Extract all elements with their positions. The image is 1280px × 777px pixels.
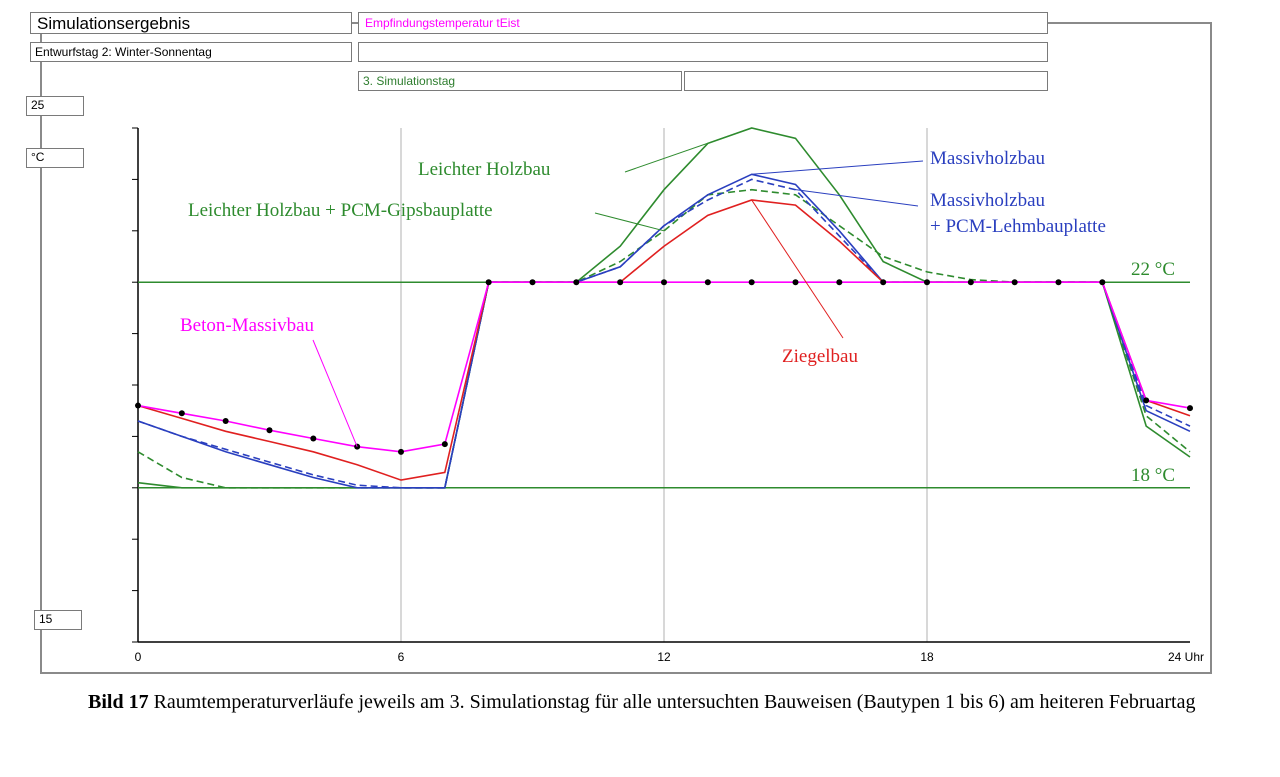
series-marker-5-20 [1012,279,1018,285]
figure-caption [88,688,1238,716]
series-annotation-5: Beton-Massivbau [180,315,315,336]
series-marker-5-14 [749,279,755,285]
reference-label-22: 22 °C [1130,259,1175,281]
series-marker-5-24 [1187,405,1193,411]
series-marker-5-2 [223,418,229,424]
series-marker-5-17 [880,279,886,285]
x-tick-label-0: 0 [134,650,142,664]
annotation-leader-0 [625,128,752,172]
annotation-leader-2 [752,161,923,174]
series-marker-5-19 [968,279,974,285]
series-annotation-2: Massivholzbau [930,148,1046,169]
caption-text: Raumtemperaturverläufe jeweils am 3. Simulationstag für alle untersuchten Bauweisen (Bautypen 1 bis 6) am heiteren Februartag [148,691,1196,713]
x-tick-label-6: 6 [397,650,405,664]
x-tick-label-18: 18 [920,650,934,664]
variable-box: Empfindungstemperatur tEist [358,12,1048,34]
reference-label-18: 18 °C [1130,464,1175,486]
series-marker-5-7 [442,441,448,447]
x-tick-label-12: 12 [657,650,671,664]
series-marker-5-8 [486,279,492,285]
series-marker-5-21 [1056,279,1062,285]
series-annotation-0: Leichter Holzbau [418,159,551,180]
series-marker-5-4 [310,435,316,441]
series-marker-5-18 [924,279,930,285]
annotation-leader-5 [313,340,357,447]
series-marker-5-22 [1099,279,1105,285]
series-marker-5-11 [617,279,623,285]
series-marker-5-0 [135,403,141,409]
series-annotation-4: Ziegelbau [782,346,858,367]
x-tick-label-24: 24 Uhr [1167,650,1205,664]
series-marker-5-9 [530,279,536,285]
series-marker-5-23 [1143,397,1149,403]
simulation-day-box: 3. Simulationstag [358,71,682,91]
series-marker-5-10 [573,279,579,285]
series-annotation-3: Massivholzbau + PCM-Lehmbauplatte [930,190,1106,237]
y-axis-unit-label: °C [26,148,84,168]
series-marker-5-16 [836,279,842,285]
annotation-leader-1 [595,213,664,231]
series-annotation-1: Leichter Holzbau + PCM-Gipsbauplatte [188,200,493,221]
series-marker-5-12 [661,279,667,285]
design-day-box: Entwurfstag 2: Winter-Sonnentag [30,42,352,62]
y-axis-min-label: 15 [34,610,82,630]
series-marker-5-13 [705,279,711,285]
y-axis-max-label: 25 [26,96,84,116]
series-marker-5-1 [179,410,185,416]
series-marker-5-6 [398,449,404,455]
series-marker-5-3 [267,427,273,433]
caption-label: Bild 17 [88,691,149,713]
result-title-box: Simulationsergebnis [30,12,352,34]
series-marker-5-15 [793,279,799,285]
